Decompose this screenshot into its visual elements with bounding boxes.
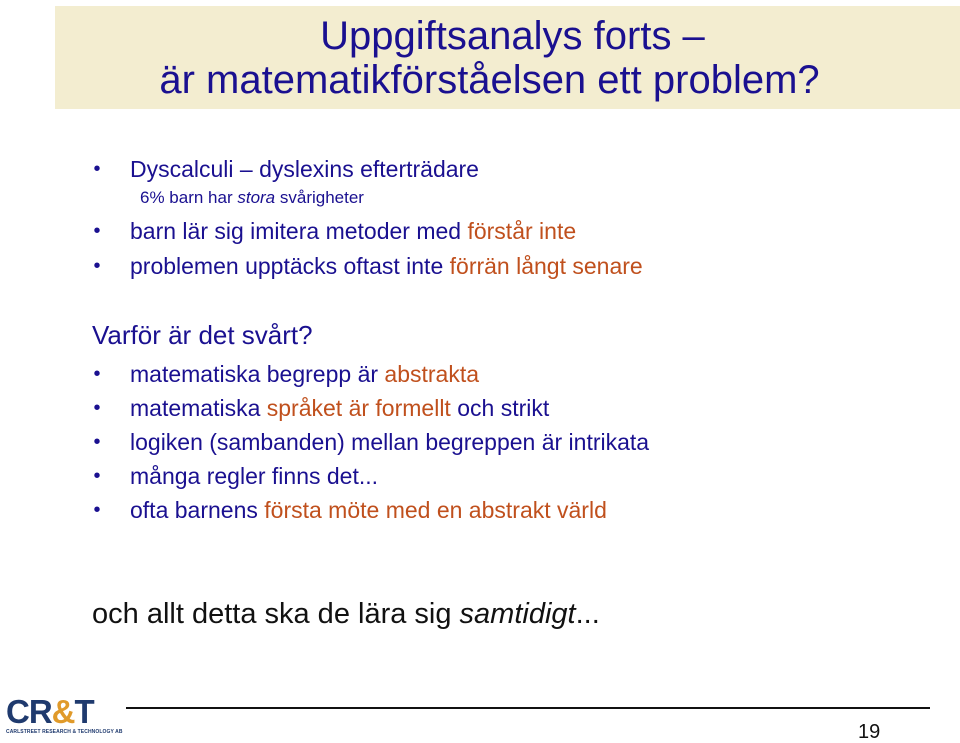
bullet-text-pre: matematiska begrepp är bbox=[130, 361, 385, 387]
title-bar bbox=[55, 6, 960, 109]
bullet-text bbox=[130, 217, 576, 245]
bullet-text-highlight: språket är formellt bbox=[266, 395, 451, 421]
bullet-icon: • bbox=[93, 499, 101, 521]
logo-text-t: T bbox=[74, 693, 94, 730]
company-logo bbox=[6, 693, 123, 738]
bullet-icon: • bbox=[93, 397, 101, 419]
sub-item-stora bbox=[140, 188, 364, 208]
bullet-icon: • bbox=[93, 363, 101, 385]
page-number: 19 bbox=[858, 721, 881, 743]
bullet-text bbox=[130, 252, 643, 280]
closing-text-pre: och allt detta ska de lära sig bbox=[92, 598, 460, 630]
bullet-text-pre: problemen upptäcks oftast inte bbox=[130, 253, 450, 279]
bullet-icon: • bbox=[93, 220, 101, 242]
bullet-icon: • bbox=[93, 255, 101, 277]
logo-text-cr: CR bbox=[6, 693, 52, 730]
bullet-text-highlight: förstår inte bbox=[467, 218, 577, 244]
bullet-text bbox=[130, 360, 479, 388]
section-heading: Varför är det svårt? bbox=[92, 320, 313, 350]
bullet-text bbox=[130, 496, 607, 524]
bullet-text-post: och strikt bbox=[450, 395, 550, 421]
bullet-text: många regler finns det... bbox=[130, 463, 379, 489]
slide-title-line-1: Uppgiftsanalys forts – bbox=[320, 14, 705, 58]
closing-statement bbox=[92, 598, 600, 630]
bullet-text-pre: matematiska bbox=[130, 395, 267, 421]
slide-title-line-2: är matematikförståelsen ett problem? bbox=[159, 58, 820, 102]
sub-text-emphasis: stora bbox=[237, 188, 276, 207]
logo-wordmark bbox=[6, 694, 94, 730]
bullet-text: Dyscalculi – dyslexins efterträdare bbox=[130, 156, 479, 182]
sub-text-post: svårigheter bbox=[275, 188, 364, 207]
footer-divider bbox=[126, 707, 930, 709]
bullet-text-highlight: första möte med en abstrakt värld bbox=[264, 497, 607, 523]
bullet-icon: • bbox=[93, 465, 101, 487]
bullet-text bbox=[130, 394, 549, 422]
closing-text-emphasis: samtidigt bbox=[459, 598, 576, 630]
closing-text-post: ... bbox=[575, 598, 600, 630]
bullet-text-highlight: abstrakta bbox=[384, 361, 480, 387]
logo-tagline: CARLSTREET RESEARCH & TECHNOLOGY AB bbox=[6, 729, 123, 735]
logo-ampersand: & bbox=[51, 693, 75, 730]
bullet-icon: • bbox=[93, 431, 101, 453]
bullet-text-highlight: förrän långt senare bbox=[449, 253, 643, 279]
sub-text-pre: 6% barn har bbox=[140, 188, 238, 207]
bullet-icon: • bbox=[93, 158, 101, 180]
bullet-text-pre: ofta barnens bbox=[130, 497, 265, 523]
bullet-text: logiken (sambanden) mellan begreppen är intrikata bbox=[130, 429, 650, 455]
bullet-text-pre: barn lär sig imitera metoder med bbox=[130, 218, 468, 244]
